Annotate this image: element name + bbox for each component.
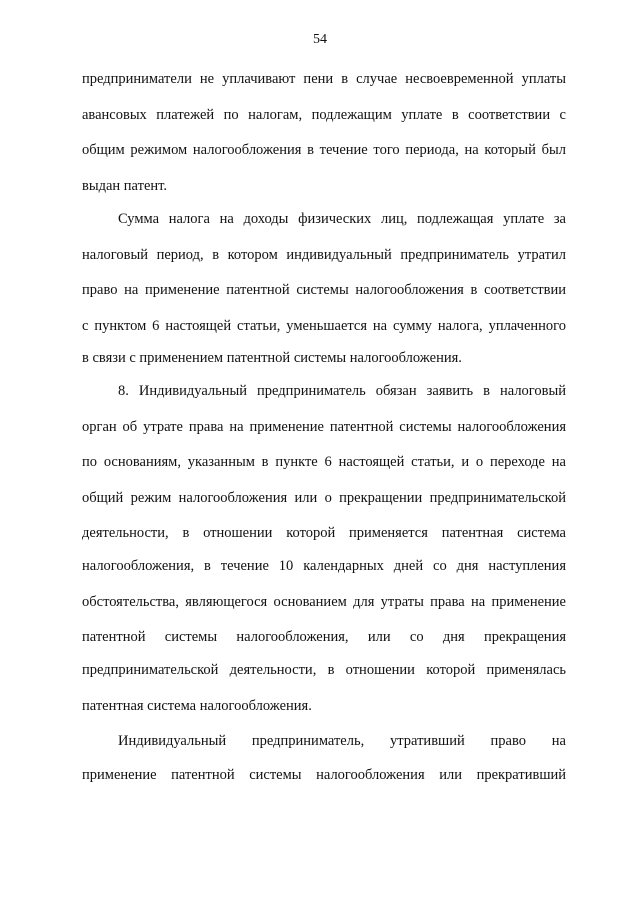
text-line: с пунктом 6 настоящей статьи, уменьшается на сумму налога, уплаченного xyxy=(82,318,566,334)
text-line: обстоятельства, являющегося основанием для утраты права на применение xyxy=(82,594,566,610)
text-line: право на применение патентной системы налогообложения в соответствии xyxy=(82,282,566,298)
text-line: налоговый период, в котором индивидуальный предприниматель утратил xyxy=(82,247,566,263)
text-line: применение патентной системы налогообложения или прекративший xyxy=(82,767,566,783)
text-line: общий режим налогообложения или о прекращении предпринимательской xyxy=(82,490,566,506)
text-line: предпринимательской деятельности, в отношении которой применялась xyxy=(82,662,566,678)
text-line: патентной системы налогообложения, или со дня прекращения xyxy=(82,629,566,645)
text-line: патентная система налогообложения. xyxy=(82,698,312,714)
text-line: по основаниям, указанным в пункте 6 настоящей статьи, и о переходе на xyxy=(82,454,566,470)
page-number: 54 xyxy=(313,32,327,47)
text-line: орган об утрате права на применение патентной системы налогообложения xyxy=(82,419,566,435)
text-line: 8. Индивидуальный предприниматель обязан заявить в налоговый xyxy=(118,383,566,399)
text-line: предприниматели не уплачивают пени в случае несвоевременной уплаты xyxy=(82,71,566,87)
text-line: в связи с применением патентной системы налогообложения. xyxy=(82,350,462,366)
text-line: авансовых платежей по налогам, подлежащим уплате в соответствии с xyxy=(82,107,566,123)
text-line: общим режимом налогообложения в течение того периода, на который был xyxy=(82,142,566,158)
text-line: выдан патент. xyxy=(82,178,168,194)
text-line: Сумма налога на доходы физических лиц, подлежащая уплате за xyxy=(118,211,566,227)
text-line: Индивидуальный предприниматель, утративший право на xyxy=(118,733,566,749)
text-line: налогообложения, в течение 10 календарных дней со дня наступления xyxy=(82,558,566,574)
text-line: деятельности, в отношении которой применяется патентная система xyxy=(82,525,566,541)
